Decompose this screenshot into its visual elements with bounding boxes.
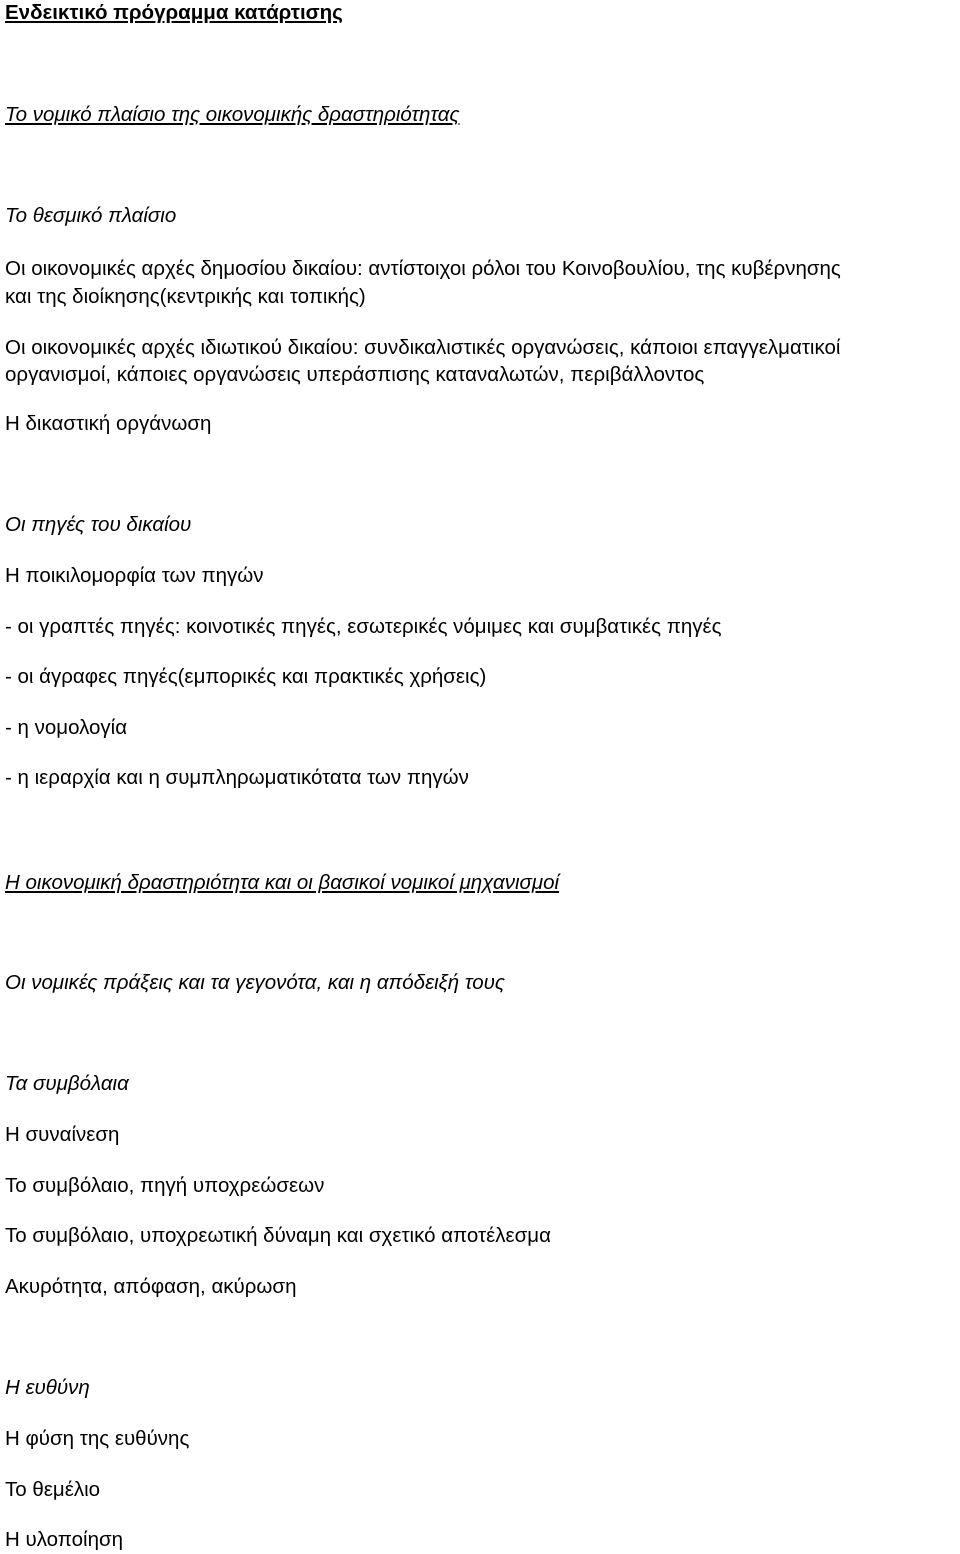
- section-heading-economic-activity: Η οικονομική δραστηριότητα και οι βασικοί νομικοί μηχανισμοί: [5, 871, 560, 894]
- paragraph-private-law-line-2: οργανισμοί, κάποιες οργανώσεις υπεράσπισης καταναλωτών, περιβάλλοντος: [5, 363, 705, 386]
- subsection-heading-liability: Η ευθύνη: [5, 1376, 90, 1399]
- list-item: Το συμβόλαιο, υποχρεωτική δύναμη και σχετικό αποτέλεσμα: [5, 1224, 551, 1247]
- paragraph-public-law-line-2: και της διοίκησης(κεντρικής και τοπικής): [5, 285, 366, 308]
- paragraph-private-law-line-1: Οι οικονομικές αρχές ιδιωτικού δικαίου: συνδικαλιστικές οργανώσεις, κάποιοι επαγγελματικοί: [5, 336, 841, 359]
- list-item: Το θεμέλιο: [5, 1478, 101, 1501]
- subsection-heading-sources-of-law: Οι πηγές του δικαίου: [5, 513, 192, 536]
- list-item: - η ιεραρχία και η συμπληρωματικότατα των πηγών: [5, 766, 469, 789]
- list-item: Η υλοποίηση: [5, 1528, 124, 1551]
- section-heading-legal-framework: Το νομικό πλαίσιο της οικονομικής δραστηριότητας: [5, 103, 460, 126]
- list-item: Η συναίνεση: [5, 1123, 120, 1146]
- list-item: Ακυρότητα, απόφαση, ακύρωση: [5, 1275, 297, 1298]
- subsection-heading-institutional-framework: Το θεσμικό πλαίσιο: [5, 204, 177, 227]
- list-item: - οι γραπτές πηγές: κοινοτικές πηγές, εσωτερικές νόμιμες και συμβατικές πηγές: [5, 615, 722, 638]
- paragraph-diversity-of-sources: Η ποικιλομορφία των πηγών: [5, 564, 264, 587]
- document-title: Ενδεικτικό πρόγραμμα κατάρτισης: [5, 1, 343, 24]
- subsection-heading-legal-acts: Οι νομικές πράξεις και τα γεγονότα, και η απόδειξή τους: [5, 971, 505, 994]
- paragraph-judicial-organization: Η δικαστική οργάνωση: [5, 412, 212, 435]
- list-item: - η νομολογία: [5, 716, 128, 739]
- paragraph-public-law-line-1: Οι οικονομικές αρχές δημοσίου δικαίου: αντίστοιχοι ρόλοι του Κοινοβουλίου, της κυβέρνησης: [5, 257, 841, 280]
- list-item: Η φύση της ευθύνης: [5, 1427, 190, 1450]
- subsection-heading-contracts: Τα συμβόλαια: [5, 1072, 129, 1095]
- list-item: - οι άγραφες πηγές(εμπορικές και πρακτικές χρήσεις): [5, 665, 487, 688]
- list-item: Το συμβόλαιο, πηγή υποχρεώσεων: [5, 1174, 325, 1197]
